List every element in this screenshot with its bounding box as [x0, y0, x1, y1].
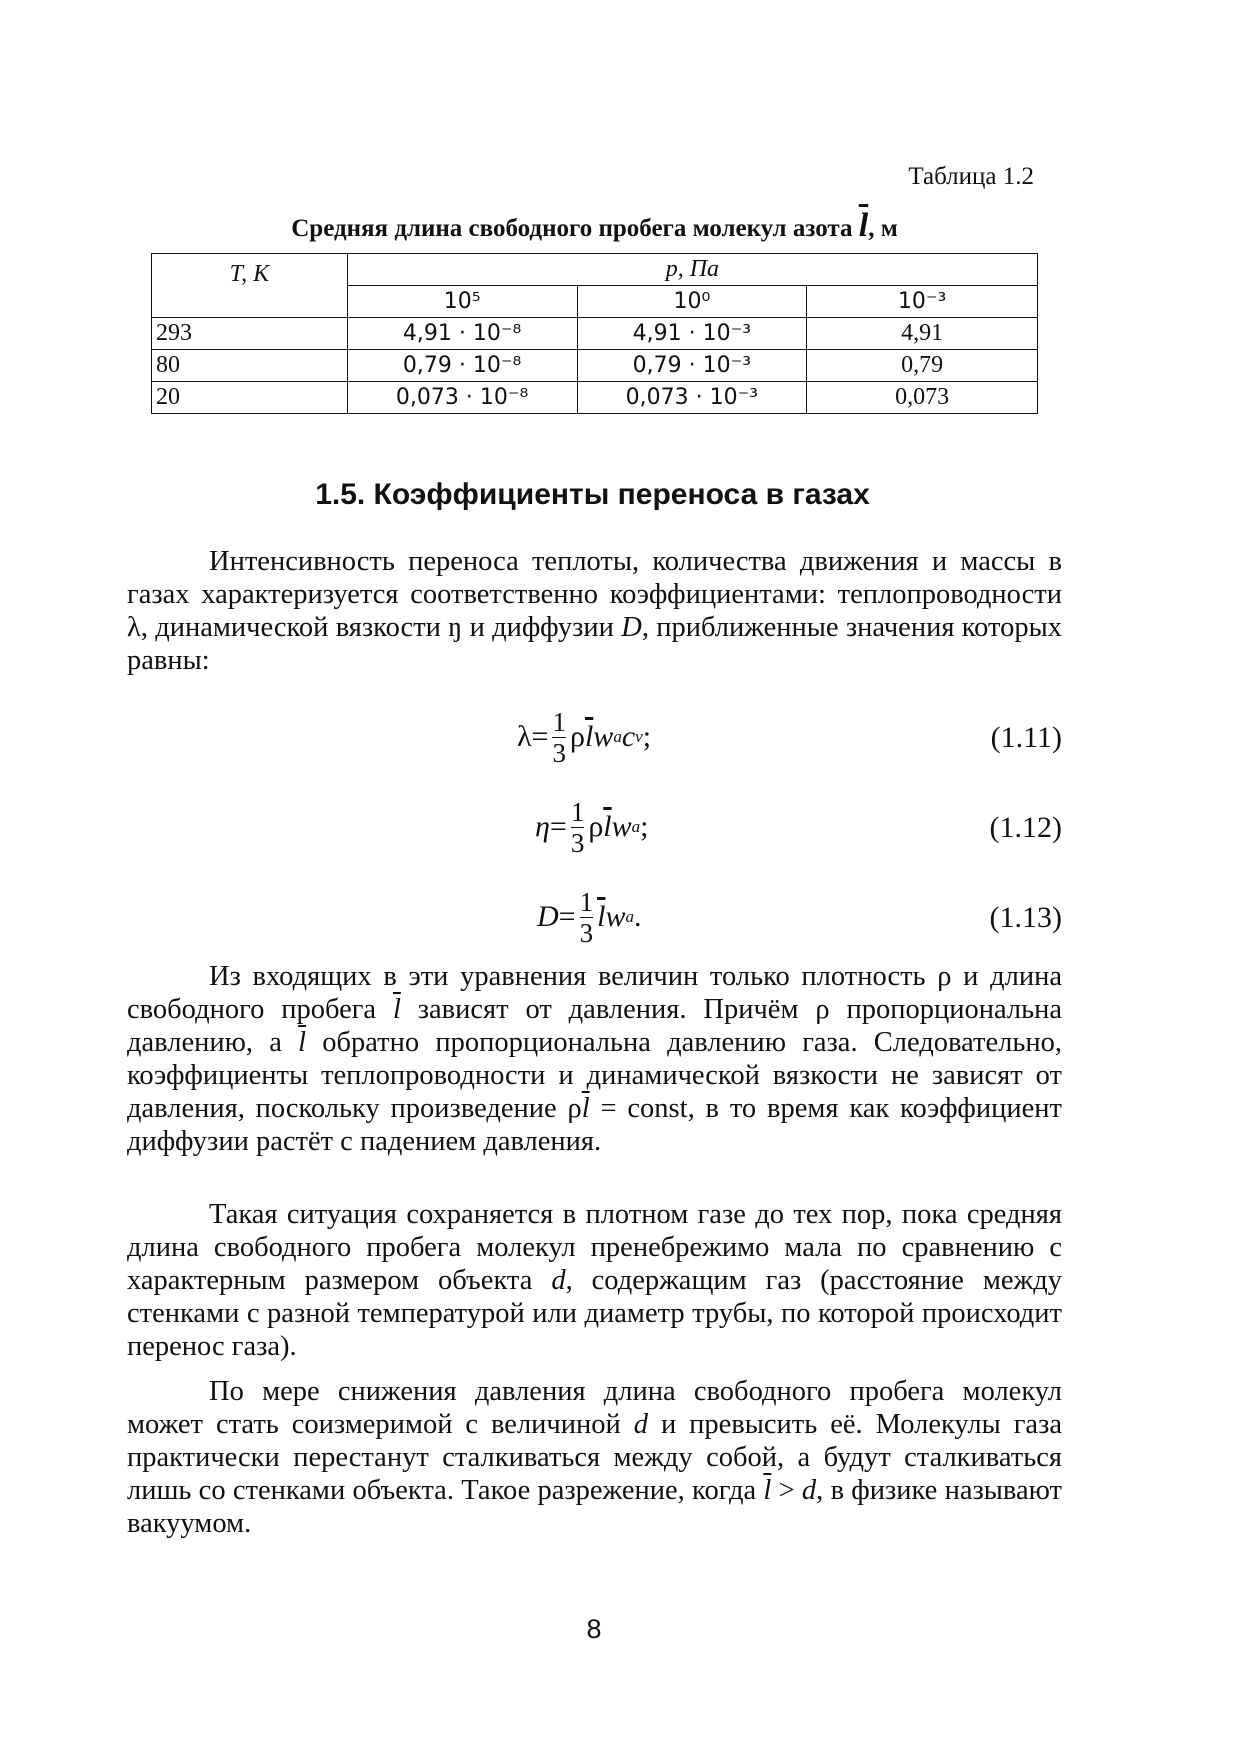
row-value: 4,91 — [807, 318, 1038, 350]
header-temperature: T, К — [152, 254, 348, 318]
pressure-col-3: 10⁻³ — [807, 286, 1038, 318]
paragraph-dense-gas: Такая ситуация сохраняется в плотном газе до тех пор, пока средняя длина свободного пробега молекул пренебрежимо мала по сравнению с характерным размером объекта d, содержащим газ (расстояние между стенками с разной температурой или диаметр трубы, по которой происходит перенос газа). — [127, 1199, 1062, 1362]
table-row — [152, 382, 1038, 414]
table-title-text: Средняя длина свободного пробега молекул азота — [291, 215, 853, 242]
equation-number: (1.11) — [990, 721, 1062, 754]
row-value: 0,073 — [807, 382, 1038, 414]
fraction: $\frac{1}{3}$ — [579, 886, 594, 948]
table-row — [152, 318, 1038, 350]
equation-formula: η = $\frac{1}{3}$ ρ $\overline{l}$ w a ; — [535, 796, 649, 858]
pressure-col-1: 10⁵ — [347, 286, 577, 318]
table-header-row — [152, 254, 1038, 286]
equation-formula: λ = $\frac{1}{3}$ ρ $\overline{l}$ w a c v ; — [517, 706, 652, 768]
header-pressure: p, Па — [347, 254, 1037, 286]
equation-1-12 — [127, 785, 1062, 869]
table-label: Таблица 1.2 — [908, 163, 1034, 190]
row-temperature: 293 — [152, 318, 348, 350]
table-row — [152, 350, 1038, 382]
row-temperature: 80 — [152, 350, 348, 382]
equation-1-11 — [127, 695, 1062, 779]
equation-number: (1.13) — [989, 901, 1062, 934]
pressure-col-2: 10⁰ — [577, 286, 807, 318]
row-value: 4,91 · 10⁻³ — [577, 318, 807, 350]
row-value: 0,79 · 10⁻⁸ — [347, 350, 577, 382]
row-value: 0,073 · 10⁻³ — [577, 382, 807, 414]
row-temperature: 20 — [152, 382, 348, 414]
section-heading: 1.5. Коэффициенты переноса в газах — [315, 478, 870, 511]
row-value: 0,073 · 10⁻⁸ — [347, 382, 577, 414]
mean-free-path-table — [151, 253, 1038, 414]
table-title-unit: , м — [868, 215, 898, 242]
paragraph-pressure-dependence: Из входящих в эти уравнения величин только плотность ρ и длина свободного пробега $\overline{l}$ зависят от давления. Причём ρ пропорциональна давлению, а $\overline{l}$ обратно пропорциональна давлению газа. Следовательно, коэффициенты теплопроводности и динамической вязкости не зависят от давления, поскольку произведение $\rho\overline{l}$ = const, в то время как коэффициент диффузии растёт с падением давления. — [127, 961, 1062, 1157]
equation-1-13 — [127, 875, 1062, 959]
fraction: $\frac{1}{3}$ — [570, 796, 585, 858]
row-value: 0,79 — [807, 350, 1038, 382]
fraction: $\frac{1}{3}$ — [552, 706, 566, 768]
equation-number: (1.12) — [989, 811, 1062, 844]
row-value: 0,79 · 10⁻³ — [577, 350, 807, 382]
equation-formula: D = $\frac{1}{3}$ $\overline{l}$ w a . — [537, 886, 642, 948]
paragraph-intro: Интенсивность переноса теплоты, количества движения и массы в газах характеризуется соответственно коэффициентами: теплопроводности λ, динамической вязкости ŋ и диффузии D, приближенные значения которых равны: — [127, 546, 1062, 676]
paragraph-vacuum: По мере снижения давления длина свободного пробега молекул может стать соизмеримой с величиной d и превысить её. Молекулы газа практически перестанут сталкиваться между собой, а будут сталкиваться лишь со стенками объекта. Такое разрежение, когда $\overline{l} > d$, в физике называют вакуумом. — [127, 1376, 1062, 1539]
table-title — [152, 207, 1037, 245]
table-title-symbol: $\overline{l}$ — [858, 207, 869, 244]
page-number: 8 — [586, 1614, 602, 1644]
row-value: 4,91 · 10⁻⁸ — [347, 318, 577, 350]
